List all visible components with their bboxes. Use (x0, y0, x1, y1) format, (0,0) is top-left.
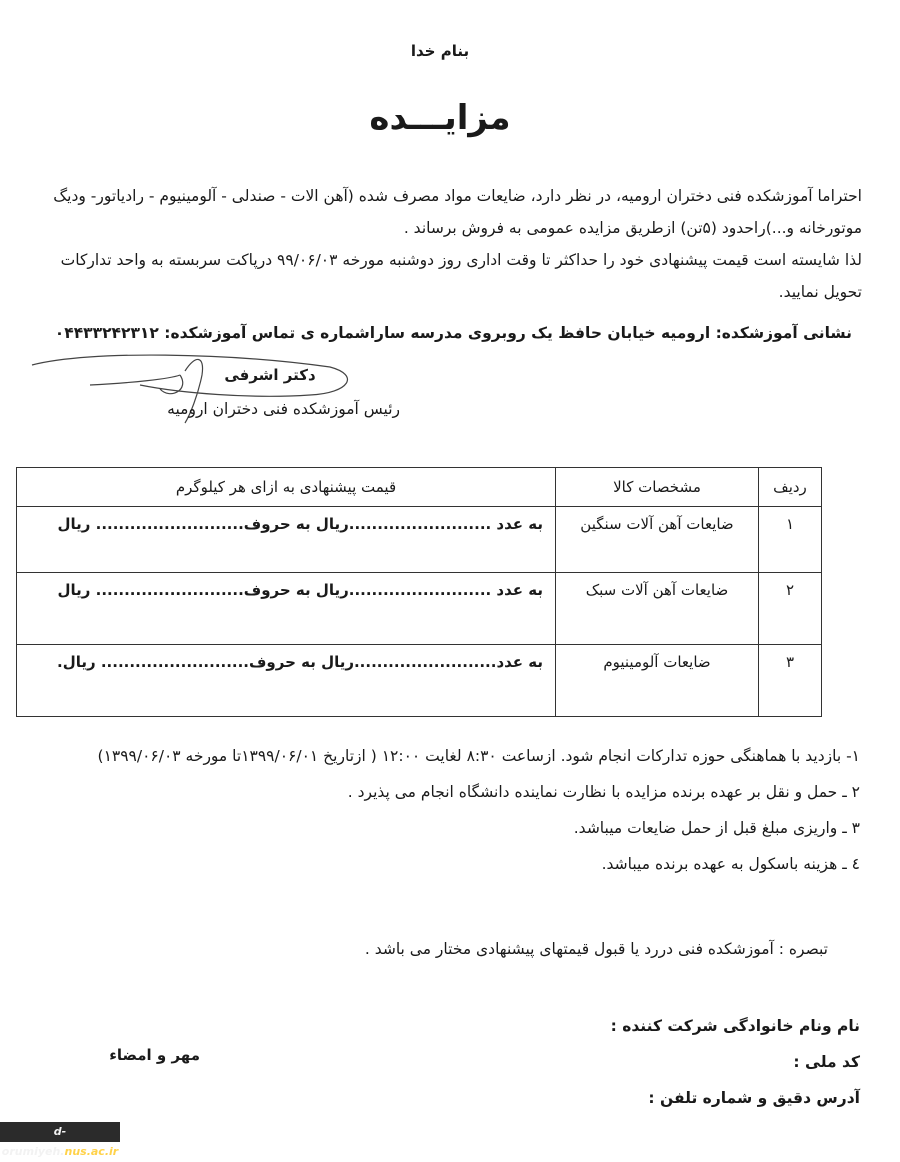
conditions-list (30, 738, 860, 882)
row-item: ضایعات آهن آلات سبک (556, 573, 759, 645)
basmala-heading: بنام خدا (410, 42, 470, 60)
header-index: ردیف (759, 468, 822, 507)
condition-item: ۳ ـ واریزی مبلغ قبل از حمل ضایعات میباشد. (573, 819, 860, 837)
condition-item: ۱- بازدید با هماهنگی حوزه تدارکات انجام شود. ازساعت ۸:۳۰ لغایت ۱۲:۰۰ ( ازتاریخ ۱۳۹۹/۰۶/۰۱تا مورخه ۱۳۹۹/۰۶/۰۳) (97, 747, 860, 765)
header-price: قیمت پیشنهادی به ازای هر کیلوگرم (17, 468, 556, 507)
row-item: ضایعات آهن آلات سنگین (556, 507, 759, 573)
watermark-prefix: d-orumiyeh. (1, 1125, 67, 1158)
table-row (17, 645, 822, 717)
stamp-signature-label: مهر و امضاء (109, 1046, 200, 1064)
row-index: ۳ (759, 645, 822, 717)
row-price-field: به عدد .........................ریال به حروف.......................... ریال (17, 573, 556, 645)
row-index: ۱ (759, 507, 822, 573)
signer-title: رئیس آموزشکده فنی دختران ارومیه (167, 400, 400, 418)
condition-item: ۲ ـ حمل و نقل بر عهده برنده مزایده با نظارت نماینده دانشگاه انجام می پذیرد . (347, 783, 860, 801)
document-title: مزایـــده (369, 98, 511, 138)
note-text: تبصره : آموزشکده فنی دررد یا قبول قیمتهای پیشنهادی مختار می باشد . (364, 940, 828, 958)
items-table (16, 467, 822, 717)
table-header-row (17, 468, 822, 507)
table-row (17, 573, 822, 645)
bidder-national-id-label: کد ملی : (793, 1053, 860, 1071)
bidder-address-label: آدرس دقیق و شماره تلفن : (648, 1089, 860, 1107)
site-watermark (0, 1122, 120, 1158)
row-item: ضایعات آلومینیوم (556, 645, 759, 717)
header-item: مشخصات کالا (556, 468, 759, 507)
institute-address: نشانی آموزشکده: ارومیه خیابان حافظ یک روبروی مدرسه ساراشماره ی تماس آموزشکده: ۰۴۴۳۳۲۴۲۳۱۲ (54, 324, 852, 342)
intro-paragraph-2: لذا شایسته است قیمت پیشنهادی خود را حداکثر تا وقت اداری روز دوشنبه مورخه ۹۹/۰۶/۰۳ درپاکت سربسته به واحد تدارکات تحویل نمایید. (60, 251, 862, 301)
intro-paragraph-1: احتراما آموزشکده فنی دختران ارومیه، در نظر دارد، ضایعات مواد مصرف شده (آهن الات - صندلی - آلومینیوم - رادیاتور- ودیگ موتورخانه و...)راحدود (۵تن) ازطریق مزایده عمومی به فروش برساند . (53, 187, 862, 237)
intro-text (30, 180, 862, 308)
row-index: ۲ (759, 573, 822, 645)
row-price-field: به عدد .........................ریال به حروف.......................... ریال (17, 507, 556, 573)
signer-name: دکتر اشرفی (224, 366, 316, 384)
bidder-name-label: نام ونام خانوادگی شرکت کننده : (610, 1017, 860, 1035)
table-row (17, 507, 822, 573)
condition-item: ٤ ـ هزینه باسکول به عهده برنده میباشد. (601, 855, 860, 873)
row-price-field: به عدد.........................ریال به حروف.......................... ریال. (17, 645, 556, 717)
watermark-domain: nus.ac.ir (64, 1145, 119, 1158)
